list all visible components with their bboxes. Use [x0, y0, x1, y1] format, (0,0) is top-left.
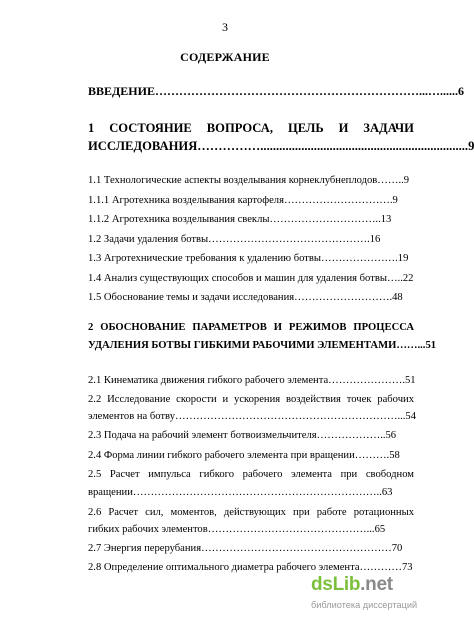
toc-entry-2-7[interactable]: 2.7 Энергия перерубания………………………………………………70: [88, 543, 403, 554]
toc-introduction[interactable]: ВВЕДЕНИЕ…………………………………………………………...…......6: [88, 84, 464, 98]
toc-entry-2-6-continuation[interactable]: гибких рабочих элементов………………………………………...65: [88, 524, 386, 535]
toc-chapter-1-word: И: [338, 121, 349, 135]
toc-entry-2-8[interactable]: 2.8 Определение оптимального диаметра рабочего элемента…………73: [88, 562, 413, 573]
toc-entry-1-3[interactable]: 1.3 Агротехнические требования к удалению ботвы………………….19: [88, 253, 409, 264]
watermark: [311, 574, 446, 614]
page-number: 3: [222, 20, 228, 34]
toc-entry-1-1-2[interactable]: 1.1.2 Агротехника возделывания свеклы…………………………..13: [88, 214, 392, 225]
watermark-logo-part-b: .net: [360, 574, 393, 595]
toc-chapter-1-word: ЦЕЛЬ: [287, 121, 324, 135]
page-title: СОДЕРЖАНИЕ: [180, 50, 270, 64]
toc-chapter-1-word: ЗАДАЧИ: [363, 121, 414, 135]
toc-entry-2-5[interactable]: 2.5 Расчет импульса гибкого рабочего элемента при свободном: [88, 469, 414, 480]
toc-chapter-1-word: СОСТОЯНИЕ: [109, 121, 192, 135]
toc-entry-2-2-continuation[interactable]: элементов на ботву………………………………………………………...54: [88, 411, 416, 422]
watermark-subtitle: библиотека диссертаций: [311, 600, 418, 610]
toc-chapter-1-word: ВОПРОСА,: [206, 121, 274, 135]
toc-entry-2-3[interactable]: 2.3 Подача на рабочий элемент ботвоизмельчителя………………..56: [88, 430, 397, 441]
toc-entry-2-1[interactable]: 2.1 Кинематика движения гибкого рабочего элемента………………….51: [88, 375, 416, 386]
toc-chapter-2-heading[interactable]: 2 ОБОСНОВАНИЕ ПАРАМЕТРОВ И РЕЖИМОВ ПРОЦЕССА: [88, 322, 414, 333]
toc-entry-1-1[interactable]: 1.1 Технологические аспекты возделывания корнеклубнеплодов……..9: [88, 175, 410, 186]
toc-chapter-2-continuation[interactable]: УДАЛЕНИЯ БОТВЫ ГИБКИМИ РАБОЧИМИ ЭЛЕМЕНТАМИ……...51: [88, 340, 437, 351]
watermark-logo-part-a: dsLib: [311, 574, 361, 595]
toc-entry-1-2[interactable]: 1.2 Задачи удаления ботвы……………………………………….16: [88, 234, 381, 245]
toc-chapter-1-heading[interactable]: [88, 121, 414, 135]
toc-entry-1-1-1[interactable]: 1.1.1 Агротехника возделывания картофеля………………………….9: [88, 195, 398, 206]
toc-entry-2-6[interactable]: 2.6 Расчет сил, моментов, действующих при работе ротационных: [88, 507, 414, 518]
toc-chapter-1-number: 1: [88, 121, 95, 135]
watermark-logo: [311, 574, 393, 596]
toc-entry-1-4[interactable]: 1.4 Анализ существующих способов и машин для удаления ботвы…..22: [88, 273, 414, 284]
toc-entry-1-5[interactable]: 1.5 Обоснование темы и задачи исследования……………………….48: [88, 292, 403, 303]
toc-entry-2-5-continuation[interactable]: вращении……………………………………………………………..63: [88, 487, 393, 498]
toc-entry-2-4[interactable]: 2.4 Форма линии гибкого рабочего элемента при вращении……….58: [88, 450, 400, 461]
toc-chapter-1-continuation[interactable]: ИССЛЕДОВАНИЯ……………..................................................................9: [88, 139, 474, 153]
toc-entry-2-2[interactable]: 2.2 Исследование скорости и ускорения воздействия точек рабочих: [88, 394, 414, 405]
